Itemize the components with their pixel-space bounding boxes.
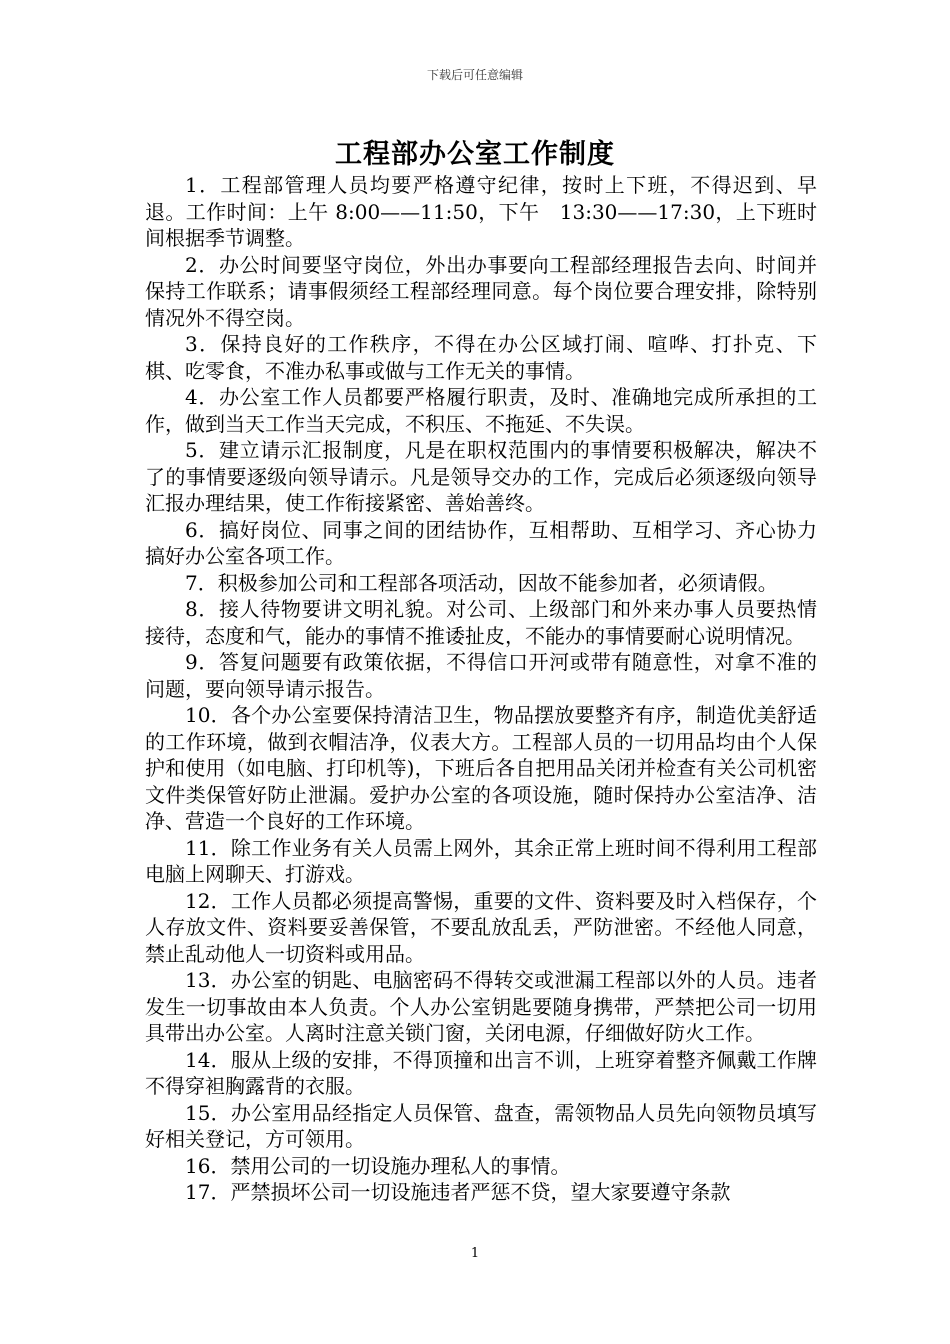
paragraph: 1．工程部管理人员均要严格遵守纪律，按时上下班，不得迟到、早退。工作时间：上午 8:00——11:50，下午 13:30——17:30，上下班时间根据季节调整。 xyxy=(145,173,817,250)
paragraph: 4．办公室工作人员都要严格履行职责，及时、准确地完成所承担的工作，做到当天工作当天完成，不积压、不拖延、不失误。 xyxy=(145,385,817,436)
paragraph: 13．办公室的钥匙、电脑密码不得转交或泄漏工程部以外的人员。违者发生一切事故由本人负责。个人办公室钥匙要随身携带，严禁把公司一切用具带出办公室。人离时注意关锁门窗，关闭电源，仔细做好防火工作。 xyxy=(145,968,817,1045)
document-body xyxy=(145,172,817,1206)
paragraph: 5．建立请示汇报制度，凡是在职权范围内的事情要积极解决，解决不了的事情要逐级向领导请示。凡是领导交办的工作，完成后必须逐级向领导汇报办理结果，使工作衔接紧密、善始善终。 xyxy=(145,438,817,515)
paragraph: 11．除工作业务有关人员需上网外，其余正常上班时间不得利用工程部电脑上网聊天、打游戏。 xyxy=(145,835,817,886)
paragraph: 6．搞好岗位、同事之间的团结协作，互相帮助、互相学习、齐心协力搞好办公室各项工作。 xyxy=(145,517,817,568)
document-title: 工程部办公室工作制度 xyxy=(335,139,615,170)
paragraph: 9．答复问题要有政策依据，不得信口开河或带有随意性，对拿不准的问题，要向领导请示报告。 xyxy=(145,650,817,701)
paragraph: 10．各个办公室要保持清洁卫生，物品摆放要整齐有序，制造优美舒适的工作环境，做到衣帽洁净，仪表大方。工程部人员的一切用品均由个人保护和使用（如电脑、打印机等)，下班后各自把用品关闭并检查有关公司机密文件类保管好防止泄漏。爱护办公室的各项设施，随时保持办公室洁净、洁净、营造一个良好的工作环境。 xyxy=(145,703,817,833)
paragraph: 16．禁用公司的一切设施办理私人的事情。 xyxy=(185,1153,571,1178)
paragraph: 2．办公时间要坚守岗位，外出办事要向工程部经理报告去向、时间并保持工作联系；请事假须经工程部经理同意。每个岗位要合理安排，除特别情况外不得空岗。 xyxy=(145,252,817,330)
paragraph: 7．积极参加公司和工程部各项活动，因故不能参加者，必须请假。 xyxy=(185,570,778,595)
paragraph: 3．保持良好的工作秩序，不得在办公区域打闹、喧哗、打扑克、下棋、吃零食，不准办私事或做与工作无关的事情。 xyxy=(145,332,817,383)
paragraph: 14．服从上级的安排，不得顶撞和出言不训，上班穿着整齐佩戴工作牌不得穿袒胸露背的衣服。 xyxy=(145,1047,817,1098)
paragraph: 17．严禁损坏公司一切设施违者严惩不贷，望大家要遵守条款 xyxy=(185,1180,731,1204)
page-number: 1 xyxy=(470,1246,480,1261)
paragraph: 12．工作人员都必须提高警惕，重要的文件、资料要及时入档保存，个人存放文件、资料要妥善保管，不要乱放乱丢，严防泄密。不经他人同意，禁止乱动他人一切资料或用品。 xyxy=(145,888,817,966)
header-note: 下载后可任意编辑 xyxy=(426,68,523,82)
paragraph: 15．办公室用品经指定人员保管、盘查，需领物品人员先向领物员填写好相关登记，方可领用。 xyxy=(145,1100,817,1151)
paragraph: 8．接人待物要讲文明礼貌。对公司、上级部门和外来办事人员要热情接待，态度和气，能办的事情不推诿扯皮，不能办的事情要耐心说明情况。 xyxy=(145,597,817,648)
